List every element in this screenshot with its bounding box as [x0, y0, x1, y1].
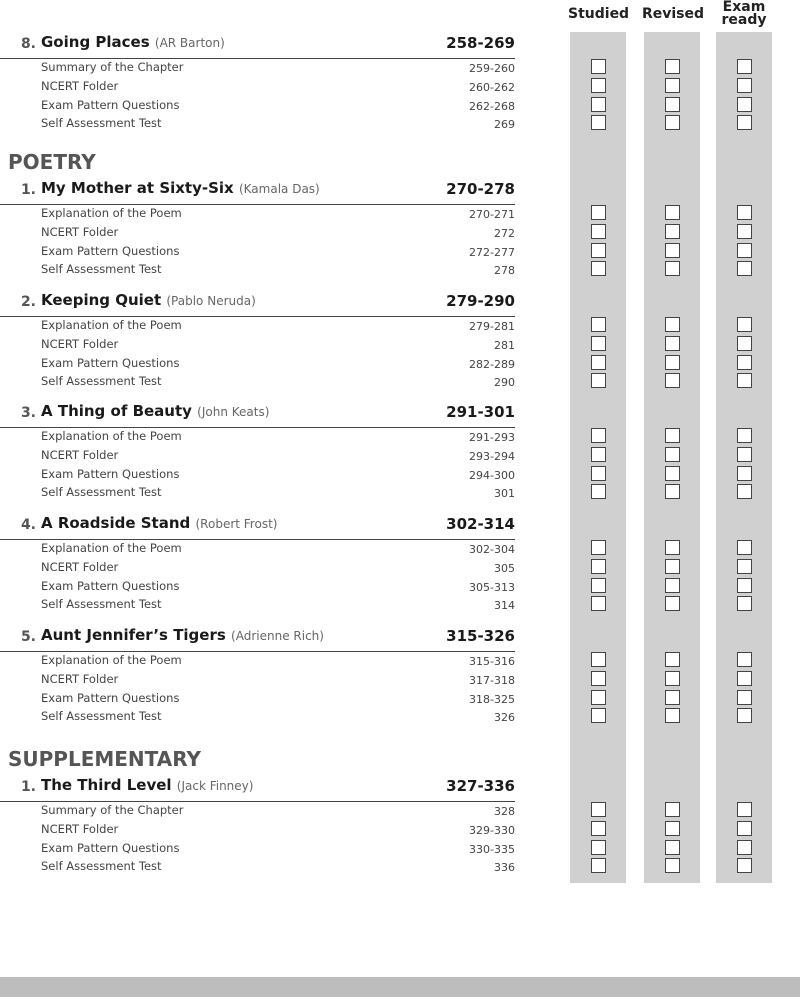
toc-item-pages: 302-304 — [469, 543, 515, 556]
toc-item-label: Self Assessment Test — [41, 597, 162, 612]
revised-checkbox[interactable] — [665, 261, 680, 276]
revised-checkbox[interactable] — [665, 840, 680, 855]
toc-item — [41, 77, 515, 96]
toc-item-label: NCERT Folder — [41, 821, 119, 836]
exam-ready-checkbox[interactable] — [737, 115, 752, 130]
studied-checkbox[interactable] — [591, 840, 606, 855]
toc-item-pages: 291-293 — [469, 431, 515, 444]
chapter-title-text: A Thing of Beauty — [41, 402, 192, 420]
toc-item-pages: 315-316 — [469, 655, 515, 668]
chapter-title — [41, 33, 225, 51]
toc-item — [41, 354, 515, 373]
chapter-number: 3. — [20, 405, 36, 421]
chapter-heading — [0, 33, 515, 59]
exam-ready-checkbox[interactable] — [737, 78, 752, 93]
toc-item — [41, 857, 515, 876]
toc-item-pages: 279-281 — [469, 320, 515, 333]
toc-item-label: Exam Pattern Questions — [41, 690, 180, 705]
revised-checkbox[interactable] — [665, 559, 680, 574]
chapter-heading — [0, 179, 515, 205]
exam-ready-column-header — [714, 1, 774, 27]
toc-item-label: Explanation of the Poem — [41, 429, 182, 443]
toc-item-pages: 305 — [494, 561, 515, 575]
exam-ready-checkbox[interactable] — [737, 652, 752, 667]
toc-item-label: Explanation of the Poem — [41, 541, 182, 555]
revised-checkbox[interactable] — [665, 97, 680, 112]
exam-ready-checkbox[interactable] — [737, 224, 752, 239]
exam-ready-checkbox[interactable] — [737, 336, 752, 351]
revised-checkbox[interactable] — [665, 224, 680, 239]
toc-item-pages: 269 — [494, 118, 515, 132]
revised-checkbox[interactable] — [665, 540, 680, 555]
chapter-title-text: The Third Level — [41, 776, 172, 794]
chapter-title-text: A Roadside Stand — [41, 514, 191, 532]
toc-item-pages: 282-289 — [469, 357, 515, 371]
chapter-pages: 279-290 — [446, 292, 515, 310]
toc-item-pages: 301 — [494, 487, 515, 501]
revised-checkbox[interactable] — [665, 466, 680, 481]
toc-item-label: NCERT Folder — [41, 559, 119, 574]
exam-ready-checkbox[interactable] — [737, 578, 752, 593]
exam-ready-checkbox[interactable] — [737, 671, 752, 686]
toc-item — [41, 58, 515, 77]
toc-item-label: Self Assessment Test — [41, 374, 162, 389]
exam-ready-checkbox[interactable] — [737, 484, 752, 499]
toc-item — [41, 801, 515, 820]
toc-item — [41, 96, 515, 115]
toc-item-pages: 336 — [494, 861, 515, 875]
studied-checkbox[interactable] — [591, 428, 606, 443]
revised-checkbox[interactable] — [665, 578, 680, 593]
toc-item — [41, 651, 515, 670]
toc-item-pages: 318-325 — [469, 692, 515, 706]
toc-item — [41, 446, 515, 465]
chapter-title-text: Aunt Jennifer’s Tigers — [41, 626, 226, 644]
toc-item-pages: 305-313 — [469, 580, 515, 594]
revised-checkbox[interactable] — [665, 243, 680, 258]
toc-item-pages: 294-300 — [469, 468, 515, 482]
chapter-heading — [0, 402, 515, 428]
chapter-pages: 270-278 — [446, 180, 515, 198]
toc-item-label: NCERT Folder — [41, 224, 119, 239]
toc-item-label: Explanation of the Poem — [41, 206, 182, 220]
toc-item — [41, 427, 515, 446]
studied-checkbox[interactable] — [591, 78, 606, 93]
toc-item — [41, 577, 515, 596]
chapter-pages: 291-301 — [446, 403, 515, 421]
toc-item — [41, 114, 515, 133]
toc-item-label: Self Assessment Test — [41, 859, 162, 874]
toc-item — [41, 539, 515, 558]
chapter-heading — [0, 514, 515, 540]
toc-item-label: Exam Pattern Questions — [41, 355, 180, 370]
revised-checkbox[interactable] — [665, 802, 680, 817]
toc-item-label: Exam Pattern Questions — [41, 466, 180, 481]
toc-item-pages: 270-271 — [469, 208, 515, 221]
toc-item — [41, 558, 515, 577]
toc-item-label: Self Assessment Test — [41, 116, 162, 131]
toc-item — [41, 595, 515, 614]
revised-checkbox[interactable] — [665, 708, 680, 723]
exam-ready-checkbox[interactable] — [737, 840, 752, 855]
revised-checkbox[interactable] — [665, 652, 680, 667]
exam-ready-checkbox[interactable] — [737, 205, 752, 220]
revised-checkbox[interactable] — [665, 428, 680, 443]
studied-checkbox[interactable] — [591, 578, 606, 593]
studied-checkbox[interactable] — [591, 355, 606, 370]
studied-checkbox[interactable] — [591, 821, 606, 836]
toc-item-label: Summary of the Chapter — [41, 60, 184, 74]
toc-item-pages: 272-277 — [469, 245, 515, 259]
toc-item — [41, 839, 515, 858]
chapter-title — [41, 179, 320, 197]
exam-ready-checkbox[interactable] — [737, 261, 752, 276]
toc-item-label: Exam Pattern Questions — [41, 97, 180, 112]
toc-item-pages: 330-335 — [469, 842, 515, 856]
toc-item-pages: 314 — [494, 599, 515, 613]
toc-item-pages: 317-318 — [469, 673, 515, 687]
revised-column-header: Revised — [641, 6, 705, 22]
studied-checkbox[interactable] — [591, 540, 606, 555]
toc-item-label: NCERT Folder — [41, 671, 119, 686]
revised-checkbox[interactable] — [665, 59, 680, 74]
chapter-title — [41, 776, 253, 794]
revised-checkbox[interactable] — [665, 355, 680, 370]
toc-item — [41, 707, 515, 726]
chapter-heading — [0, 776, 515, 802]
exam-ready-checkbox[interactable] — [737, 317, 752, 332]
chapter-author: (Jack Finney) — [176, 779, 254, 793]
studied-checkbox[interactable] — [591, 447, 606, 462]
studied-checkbox[interactable] — [591, 596, 606, 611]
studied-checkbox[interactable] — [591, 115, 606, 130]
chapter-number: 1. — [20, 182, 36, 198]
footer-bar — [0, 977, 800, 997]
section-title-poetry: POETRY — [8, 150, 96, 174]
toc-item-label: Explanation of the Poem — [41, 653, 182, 667]
toc-item-pages: 278 — [494, 264, 515, 278]
revised-checkbox[interactable] — [665, 596, 680, 611]
exam-ready-checkbox[interactable] — [737, 821, 752, 836]
exam-ready-checkbox[interactable] — [737, 596, 752, 611]
chapter-title — [41, 514, 277, 532]
chapter-number: 4. — [20, 517, 36, 533]
chapter-pages: 258-269 — [446, 34, 515, 52]
toc-item — [41, 204, 515, 223]
chapter-title — [41, 291, 256, 309]
exam-ready-checkbox[interactable] — [737, 355, 752, 370]
chapter-pages: 327-336 — [446, 777, 515, 795]
toc-item-label: Self Assessment Test — [41, 485, 162, 500]
studied-checkbox[interactable] — [591, 671, 606, 686]
toc-item — [41, 260, 515, 279]
revised-checkbox[interactable] — [665, 447, 680, 462]
revised-checkbox[interactable] — [665, 205, 680, 220]
exam-ready-checkbox[interactable] — [737, 858, 752, 873]
studied-checkbox[interactable] — [591, 317, 606, 332]
toc-item-label: NCERT Folder — [41, 336, 119, 351]
studied-checkbox[interactable] — [591, 466, 606, 481]
toc-item-label: Exam Pattern Questions — [41, 840, 180, 855]
chapter-number: 8. — [20, 36, 36, 52]
toc-item-pages: 329-330 — [469, 823, 515, 837]
exam-ready-checkbox[interactable] — [737, 373, 752, 388]
toc-item-label: Exam Pattern Questions — [41, 578, 180, 593]
exam-ready-checkbox[interactable] — [737, 97, 752, 112]
studied-checkbox[interactable] — [591, 858, 606, 873]
toc-item — [41, 689, 515, 708]
chapter-pages: 315-326 — [446, 627, 515, 645]
toc-item-pages: 326 — [494, 711, 515, 725]
chapter-author: (Robert Frost) — [195, 517, 278, 531]
studied-checkbox[interactable] — [591, 708, 606, 723]
revised-checkbox[interactable] — [665, 690, 680, 705]
toc-item-label: Summary of the Chapter — [41, 803, 184, 817]
toc-item-label: NCERT Folder — [41, 78, 119, 93]
section-title-supplementary: SUPPLEMENTARY — [8, 747, 202, 771]
toc-item-label: Self Assessment Test — [41, 709, 162, 724]
toc-item-label: Self Assessment Test — [41, 262, 162, 277]
revised-checkbox[interactable] — [665, 671, 680, 686]
toc-item — [41, 820, 515, 839]
exam-ready-header-line1: Exam — [722, 0, 766, 15]
chapter-title — [41, 402, 269, 420]
studied-checkbox[interactable] — [591, 97, 606, 112]
studied-checkbox[interactable] — [591, 690, 606, 705]
studied-checkbox[interactable] — [591, 484, 606, 499]
studied-checkbox[interactable] — [591, 802, 606, 817]
revised-checkbox[interactable] — [665, 821, 680, 836]
toc-item-pages: 272 — [494, 226, 515, 240]
exam-ready-checkbox[interactable] — [737, 540, 752, 555]
exam-ready-checkbox[interactable] — [737, 59, 752, 74]
chapter-heading — [0, 291, 515, 317]
toc-item — [41, 483, 515, 502]
studied-checkbox[interactable] — [591, 336, 606, 351]
exam-ready-checkbox[interactable] — [737, 428, 752, 443]
toc-item-label: Exam Pattern Questions — [41, 243, 180, 258]
chapter-title-text: Keeping Quiet — [41, 291, 162, 309]
chapter-author: (John Keats) — [197, 405, 270, 419]
studied-checkbox[interactable] — [591, 261, 606, 276]
exam-ready-checkbox[interactable] — [737, 559, 752, 574]
exam-ready-checkbox[interactable] — [737, 708, 752, 723]
toc-item-pages: 281 — [494, 338, 515, 352]
revised-checkbox[interactable] — [665, 78, 680, 93]
toc-item-pages: 260-262 — [469, 80, 515, 94]
exam-ready-checkbox[interactable] — [737, 243, 752, 258]
chapter-number: 2. — [20, 294, 36, 310]
revised-checkbox[interactable] — [665, 484, 680, 499]
toc-item-pages: 259-260 — [469, 62, 515, 75]
chapter-number: 5. — [20, 629, 36, 645]
chapter-author: (Kamala Das) — [238, 182, 320, 196]
toc-item — [41, 223, 515, 242]
toc-item-pages: 293-294 — [469, 449, 515, 463]
exam-ready-checkbox[interactable] — [737, 690, 752, 705]
chapter-number: 1. — [20, 779, 36, 795]
chapter-title-text: Going Places — [41, 33, 150, 51]
chapter-pages: 302-314 — [446, 515, 515, 533]
toc-item-pages: 290 — [494, 376, 515, 390]
toc-item — [41, 465, 515, 484]
exam-ready-header-line2: ready — [721, 12, 767, 28]
toc-item-pages: 328 — [494, 805, 515, 818]
revised-checkbox[interactable] — [665, 373, 680, 388]
studied-checkbox[interactable] — [591, 59, 606, 74]
revised-checkbox[interactable] — [665, 317, 680, 332]
toc-item — [41, 372, 515, 391]
chapter-author: (Adrienne Rich) — [231, 629, 324, 643]
chapter-author: (AR Barton) — [154, 36, 225, 50]
studied-checkbox[interactable] — [591, 205, 606, 220]
exam-ready-checkbox[interactable] — [737, 447, 752, 462]
studied-column-header: Studied — [568, 6, 630, 22]
chapter-title — [41, 626, 324, 644]
chapter-author: (Pablo Neruda) — [166, 294, 256, 308]
studied-checkbox[interactable] — [591, 559, 606, 574]
toc-item — [41, 335, 515, 354]
revised-checkbox[interactable] — [665, 336, 680, 351]
revised-checkbox[interactable] — [665, 115, 680, 130]
studied-checkbox[interactable] — [591, 373, 606, 388]
toc-item — [41, 670, 515, 689]
toc-item-pages: 262-268 — [469, 99, 515, 113]
chapter-title-text: My Mother at Sixty-Six — [41, 179, 234, 197]
exam-ready-checkbox[interactable] — [737, 802, 752, 817]
toc-item — [41, 316, 515, 335]
studied-checkbox[interactable] — [591, 243, 606, 258]
studied-checkbox[interactable] — [591, 652, 606, 667]
studied-checkbox[interactable] — [591, 224, 606, 239]
exam-ready-checkbox[interactable] — [737, 466, 752, 481]
toc-item-label: NCERT Folder — [41, 447, 119, 462]
toc-item — [41, 242, 515, 261]
revised-checkbox[interactable] — [665, 858, 680, 873]
toc-item-label: Explanation of the Poem — [41, 318, 182, 332]
chapter-heading — [0, 626, 515, 652]
